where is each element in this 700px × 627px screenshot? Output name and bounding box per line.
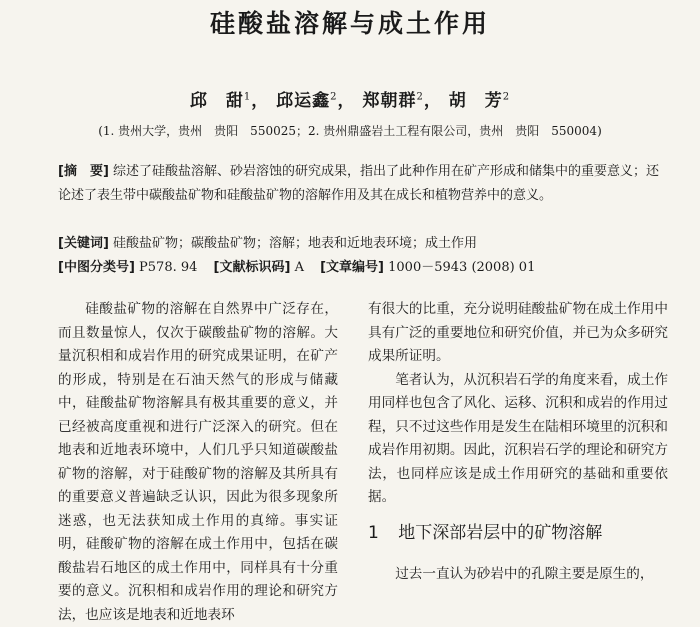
clc-value: P578. 94: [139, 260, 198, 275]
classification-line: [58, 256, 668, 280]
paper-title: 硅酸盐溶解与成土作用: [209, 9, 490, 38]
abstract: [58, 160, 668, 208]
abstract-label: [摘 要]: [58, 164, 109, 179]
paragraph: 过去一直认为砂岩中的孔隙主要是原生的，: [395, 566, 654, 582]
author: 邱 甜$^1$: [189, 91, 252, 111]
article-number-label: [文章编号]: [320, 260, 384, 275]
affiliation: (1. 贵州大学，贵州 贵阳 550025；2. 贵州鼎盛岩土工程有限公司，贵州 贵阳 550004): [98, 124, 602, 138]
article-number-value: 1000－5943 (2008) 01: [388, 260, 536, 275]
paragraph: 硅酸盐矿物的溶解在自然界中广泛存在，而且数量惊人，仅次于碳酸盐矿物的溶解。大量沉积相和成岩作用的研究成果证明，在矿产的形成，特别是在石油天然气的形成与储藏中，硅酸盐矿物溶解具有极其重要的意义，并已经被高度重视和进行广泛深入的研究。但在地表和近地表环境中，人们几乎只知道碳酸盐矿物的溶解，对于硅酸矿物的溶解及其所具有的重要意义普遍缺乏认识，因此为很多现象所迷惑，也无法获知成土作用的真缔。事实证明，硅酸矿物的溶解在成土作用中，包括在碳酸盐岩石地区的成土作用中，同样具有十分重要的意义。沉积相和成岩作用的理论和研究方法，也应该是地表和近地表环: [58, 301, 338, 623]
doc-code-value: A: [294, 260, 304, 275]
author: 邱运鑫$^2$: [276, 91, 338, 111]
section-heading: [368, 518, 602, 543]
author-list: 邱 甜$^1$， 邱运鑫$^2$， 郑朝群$^2$， 胡 芳$^2$: [189, 91, 511, 111]
body-left-column: [58, 298, 338, 627]
clc-label: [中图分类号]: [58, 260, 135, 275]
keywords-label: [关键词]: [58, 236, 109, 251]
author: 郑朝群$^2$: [362, 91, 424, 111]
section-title: 地下深部岩层中的矿物溶解: [398, 523, 603, 543]
keywords: [58, 232, 668, 256]
paragraph: 有很大的比重，充分说明硅酸盐矿物在成土作用中具有广泛的重要地位和研究价值，并已为众多研究成果所证明。: [368, 301, 668, 364]
doc-code-label: [文献标识码]: [213, 260, 291, 275]
section-number: 1: [368, 523, 379, 543]
abstract-text: 综述了硅酸盐溶解、砂岩溶蚀的研究成果，指出了此种作用在矿产形成和储集中的重要意义；还论述了表生带中碳酸盐矿物和硅酸盐矿物的溶解作用及其在成长和植物营养中的意义。: [58, 164, 660, 203]
author: 胡 芳$^2$: [448, 91, 511, 111]
body-right-column: [368, 298, 668, 510]
paragraph: 笔者认为，从沉积岩石学的角度来看，成土作用同样也包含了风化、运移、沉积和成岩的作用过程，只不过这些作用是发生在陆相环境里的沉积和成岩作用初期。因此，沉积岩石学的理论和研究方法，也同样应该是成土作用研究的基础和重要依据。: [368, 371, 668, 505]
keywords-text: 硅酸盐矿物；碳酸盐矿物；溶解；地表和近地表环境；成土作用: [113, 236, 478, 251]
